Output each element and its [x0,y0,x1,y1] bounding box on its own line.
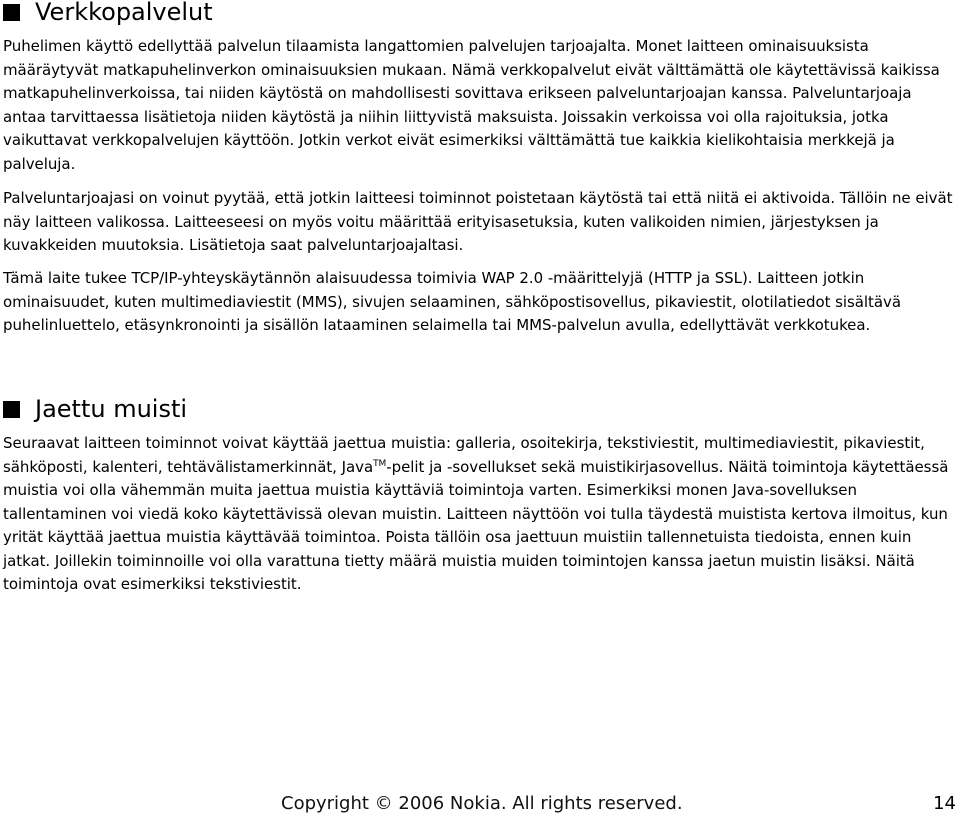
page-number: 14 [933,793,956,814]
square-bullet-icon [3,4,20,21]
heading-text: Jaettu muisti [35,395,188,423]
trademark-superscript: TM [373,458,387,469]
paragraph-wap-support: Tämä laite tukee TCP/IP-yhteyskäytännön alaisuudessa toimivia WAP 2.0 -määrittelyjä (HTTP ja SSL). Laitteen jotkin ominaisuudet, kuten multimediaviestit (MMS), sivujen selaaminen, sähköpostisovellus, pikaviestit, olotilatiedot sisältävä puhelinluettelo, etäsynkronointi ja sisällön lataaminen selaimella tai MMS-palvelun avulla, edellyttävät verkkotukea. [3,269,901,334]
paragraph-text-part: -pelit ja -sovellukset sekä muistikirjasovellus. Näitä toimintoja käytettäessä muistia voi olla vähemmän muita jaettua muistia käyttäviä toimintoja varten. Esimerkiksi monen Java-sovelluksen tallentaminen voi viedä koko käytettävissä olevan muistin. Laitteen näyttöön voi tulla täydestä muistista kertova ilmoitus, kun yrität käyttää jaettua muistia käyttävää toimintoa. Poista tällöin osa jaettuun muistiin tallennetuista tiedoista, ennen kuin jatkat. Joillekin toiminnoille voi olla varattuna tietty määrä muistia muiden toimintojen kanssa jaetun muistin lisäksi. Näitä toimintoja ovat esimerkiksi tekstiviestit. [3,457,949,593]
square-bullet-icon [3,401,20,418]
section-heading-jaettu-muisti [3,394,187,424]
section-heading-verkkopalvelut [3,0,213,27]
paragraph-service-provider: Palveluntarjoajasi on voinut pyytää, että jotkin laitteesi toiminnot poistetaan käytöstä tai että niitä ei aktivoida. Tällöin ne eivät näy laitteen valikossa. Laitteeseesi on myös voitu määrittää erityisasetuksia, kuten valikoiden nimien, järjestyksen ja kuvakkeiden muutoksia. Lisätietoja saat palveluntarjoajaltasi. [3,189,953,254]
footer-copyright: Copyright © 2006 Nokia. All rights reserved. [281,793,683,814]
paragraph-shared-memory [3,432,955,597]
paragraph-text-part: Seuraavat laitteen toiminnot voivat käyttää jaettua muistia: galleria, osoitekirja, tekstiviestit, multimediaviestit, pikaviestit, sähköposti, kalenteri, tehtävälistamerkinnät, Java [3,434,925,476]
heading-text: Verkkopalvelut [35,0,213,26]
paragraph-network-services: Puhelimen käyttö edellyttää palvelun tilaamista langattomien palvelujen tarjoajalta. Monet laitteen ominaisuuksista määräytyvät matkapuhelinverkon ominaisuuksien mukaan. Nämä verkkopalvelut eivät välttämättä ole käytettävissä kaikissa matkapuhelinverkoissa, tai niiden käytöstä on mahdollisesti sovittava erikseen palveluntarjoajan kanssa. Palveluntarjoaja antaa tarvittaessa lisätietoja niiden käytöstä ja niihin liittyvistä maksuista. Joissakin verkoissa voi olla rajoituksia, jotka vaikuttavat verkkopalvelujen käyttöön. Jotkin verkot eivät esimerkiksi välttämättä tue kaikkia kielikohtaisia merkkejä ja palveluja. [3,37,940,173]
